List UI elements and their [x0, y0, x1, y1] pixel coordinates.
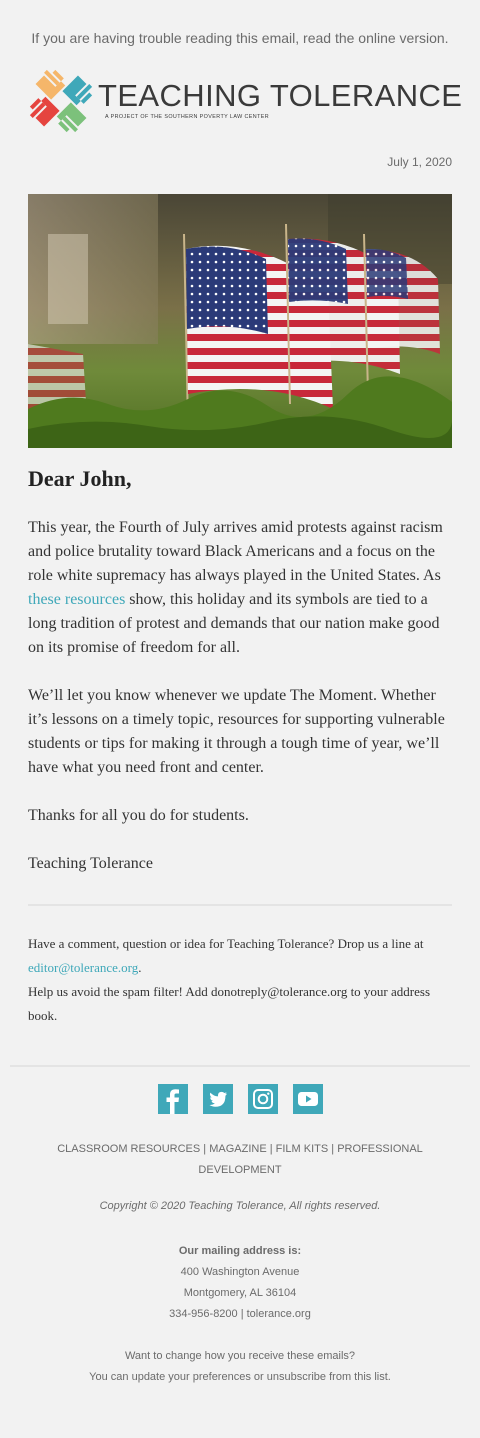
- professional-development-link[interactable]: PROFESSIONAL DEVELOPMENT: [198, 1143, 423, 1176]
- editor-email-link[interactable]: editor@tolerance.org: [28, 960, 139, 975]
- magazine-link[interactable]: MAGAZINE: [209, 1143, 267, 1155]
- email-date: July 1, 2020: [387, 155, 452, 169]
- these-resources-link[interactable]: these resources: [28, 591, 126, 608]
- update-preferences-link[interactable]: update your preferences: [131, 1371, 251, 1383]
- youtube-icon[interactable]: [293, 1084, 323, 1114]
- facebook-icon[interactable]: [158, 1084, 188, 1114]
- classroom-resources-link[interactable]: CLASSROOM RESOURCES: [57, 1143, 201, 1155]
- nav-separator: |: [269, 1143, 273, 1155]
- mailing-address: [0, 1241, 480, 1325]
- manage-subscription: [0, 1346, 480, 1388]
- instagram-icon[interactable]: [248, 1084, 278, 1114]
- address-phone-site: 334-956-8200 | tolerance.org: [169, 1308, 311, 1320]
- social-links: [0, 1084, 480, 1114]
- online-version-link[interactable]: read the online version.: [303, 30, 449, 46]
- manage-question: Want to change how you receive these emails?: [124, 1350, 356, 1362]
- paragraph-1: This year, the Fourth of July arrives amid protests against racism and police brutality toward Black Americans and a focus on the role white supremacy has always played in the United States. As these resources show, this holiday and its symbols are tied to a long tradition of protest and demands that our nation make good on its promise of freedom for all.: [28, 519, 443, 656]
- preheader: [0, 29, 480, 47]
- paragraph-3: Thanks for all you do for students.: [28, 807, 249, 824]
- footer-divider: [10, 1065, 470, 1067]
- email-body: [28, 516, 452, 900]
- address-city: Montgomery, AL 36104: [183, 1287, 297, 1299]
- logo-subtitle: A PROJECT OF THE SOUTHERN POVERTY LAW CENTER: [105, 114, 270, 120]
- twitter-icon[interactable]: [203, 1084, 233, 1114]
- hero-image-american-flags: [28, 194, 452, 448]
- logo-hands-icon: [28, 68, 94, 134]
- footer-nav: [40, 1139, 440, 1181]
- signature: Teaching Tolerance: [28, 855, 153, 872]
- contact-section: [28, 932, 452, 1028]
- address-heading: Our mailing address is:: [178, 1245, 302, 1257]
- nav-separator: |: [331, 1143, 335, 1155]
- logo-title: TEACHING TOLERANCE: [98, 78, 463, 113]
- nav-separator: |: [203, 1143, 207, 1155]
- flags-photo: [28, 194, 452, 448]
- greeting: Dear John,: [28, 466, 132, 491]
- spam-filter-note: Help us avoid the spam filter! Add donotreply@tolerance.org to your address book.: [28, 984, 430, 1023]
- copyright: Copyright © 2020 Teaching Tolerance, All rights reserved.: [99, 1200, 381, 1212]
- unsubscribe-link[interactable]: unsubscribe from this list: [266, 1371, 388, 1383]
- film-kits-link[interactable]: FILM KITS: [275, 1143, 329, 1155]
- contact-line: Have a comment, question or idea for Teaching Tolerance? Drop us a line at editor@tolerance.org.: [28, 936, 424, 975]
- divider: [28, 904, 452, 906]
- paragraph-2: We’ll let you know whenever we update The Moment. Whether it’s lessons on a timely topic, resources for supporting vulnerable students or tips for making it through a tough time of year, we’ll have what you need front and center.: [28, 687, 445, 776]
- preheader-text: If you are having trouble reading this email,: [31, 30, 304, 46]
- manage-options: You can update your preferences or unsubscribe from this list.: [89, 1371, 391, 1383]
- teaching-tolerance-logo[interactable]: [28, 68, 463, 138]
- address-street: 400 Washington Avenue: [180, 1266, 300, 1278]
